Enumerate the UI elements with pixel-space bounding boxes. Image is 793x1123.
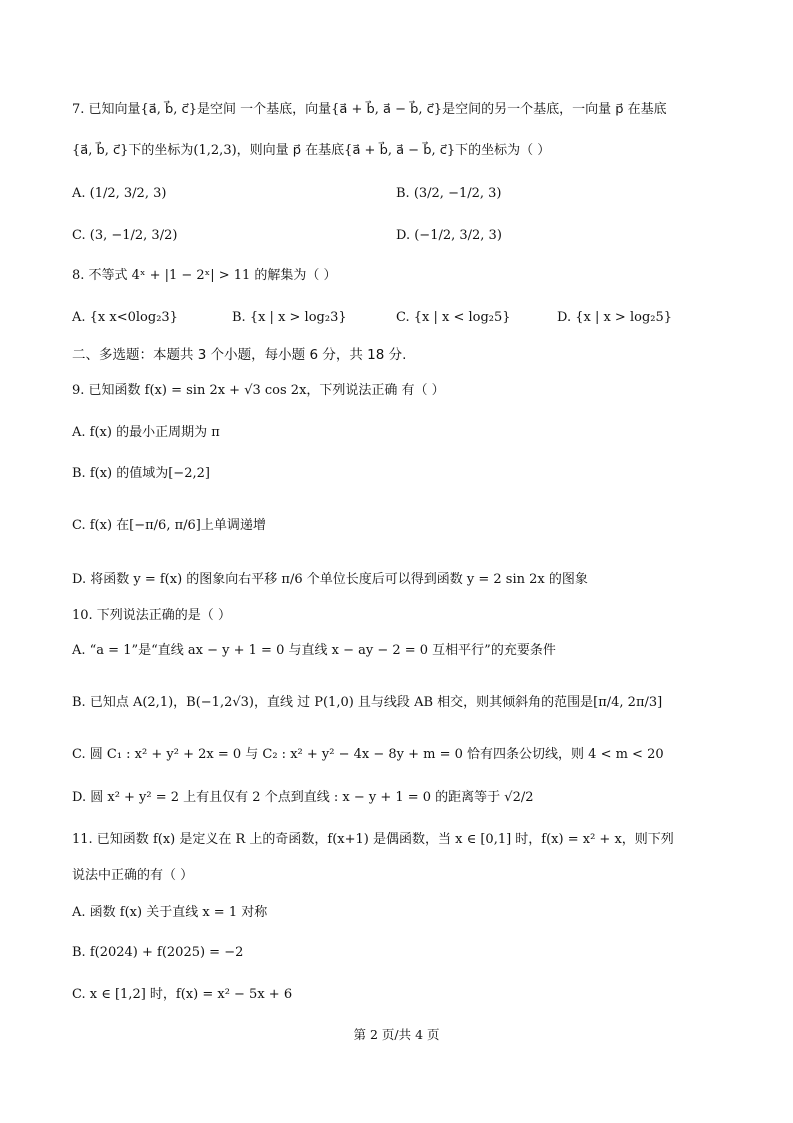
q10-option-b: B. 已知点 A(2,1)，B(−1,2√3)，直线 过 P(1,0) 且与线段 AB 相交，则其倾斜角的范围是[π/4, 2π/3] [72,695,663,710]
q11-option-c: C. x ∈ [1,2] 时，f(x) = x² − 5x + 6 [72,987,293,1002]
q11-option-a: A. 函数 f(x) 关于直线 x = 1 对称 [72,905,268,920]
q7-option-d: D. (−1/2, 3/2, 3) [396,228,502,243]
q11-option-b: B. f(2024) + f(2025) = −2 [72,945,244,960]
q7-stem-line2: {a⃗, b⃗, c⃗}下的坐标为(1,2,3)，则向量 p⃗ 在基底{a⃗ + b⃗, a⃗ − b⃗, c⃗}下的坐标为（ ） [72,143,551,158]
q7-stem-line1: 7. 已知向量{a⃗, b⃗, c⃗}是空间 一个基底，向量{a⃗ + b⃗, a⃗ − b⃗, c⃗}是空间的另一个基底，一向量 p⃗ 在基底 [72,102,667,117]
q10-option-a: A. “a = 1”是“直线 ax − y + 1 = 0 与直线 x − ay − 2 = 0 互相平行”的充要条件 [72,643,556,658]
q10-option-d: D. 圆 x² + y² = 2 上有且仅有 2 个点到直线 : x − y + 1 = 0 的距离等于 √2/2 [72,790,534,805]
q7-option-a: A. (1/2, 3/2, 3) [72,186,167,201]
q9-option-b: B. f(x) 的值域为[−2,2] [72,466,210,481]
q11-stem-line2: 说法中正确的有（ ） [72,868,194,883]
q9-option-a: A. f(x) 的最小正周期为 π [72,425,220,440]
q8-option-a: A. {x x<0log₂3} [72,310,178,325]
q11-stem-line1: 11. 已知函数 f(x) 是定义在 R 上的奇函数，f(x+1) 是偶函数，当 x ∈ [0,1] 时，f(x) = x² + x，则下列 [72,832,674,847]
q7-option-c: C. (3, −1/2, 3/2) [72,228,178,243]
q10-option-c: C. 圆 C₁ : x² + y² + 2x = 0 与 C₂ : x² + y² − 4x − 8y + m = 0 恰有四条公切线，则 4 < m < 20 [72,747,664,762]
page-footer: 第 2 页/共 4 页 [353,1027,440,1042]
q8-stem: 8. 不等式 4ˣ + |1 − 2ˣ| > 11 的解集为（ ） [72,268,337,283]
q8-option-c: C. {x | x < log₂5} [396,310,511,325]
q10-stem: 10. 下列说法正确的是（ ） [72,608,231,623]
q9-stem: 9. 已知函数 f(x) = sin 2x + √3 cos 2x，下列说法正确 有（ ） [72,383,445,398]
q7-option-b: B. (3/2, −1/2, 3) [396,186,502,201]
q8-option-b: B. {x | x > log₂3} [232,310,347,325]
q9-option-d: D. 将函数 y = f(x) 的图象向右平移 π/6 个单位长度后可以得到函数 y = 2 sin 2x 的图象 [72,572,588,587]
section-heading: 二、多选题：本题共 3 个小题，每小题 6 分，共 18 分. [72,347,407,363]
q8-option-d: D. {x | x > log₂5} [557,310,673,325]
q9-option-c: C. f(x) 在[−π/6, π/6]上单调递增 [72,518,266,533]
